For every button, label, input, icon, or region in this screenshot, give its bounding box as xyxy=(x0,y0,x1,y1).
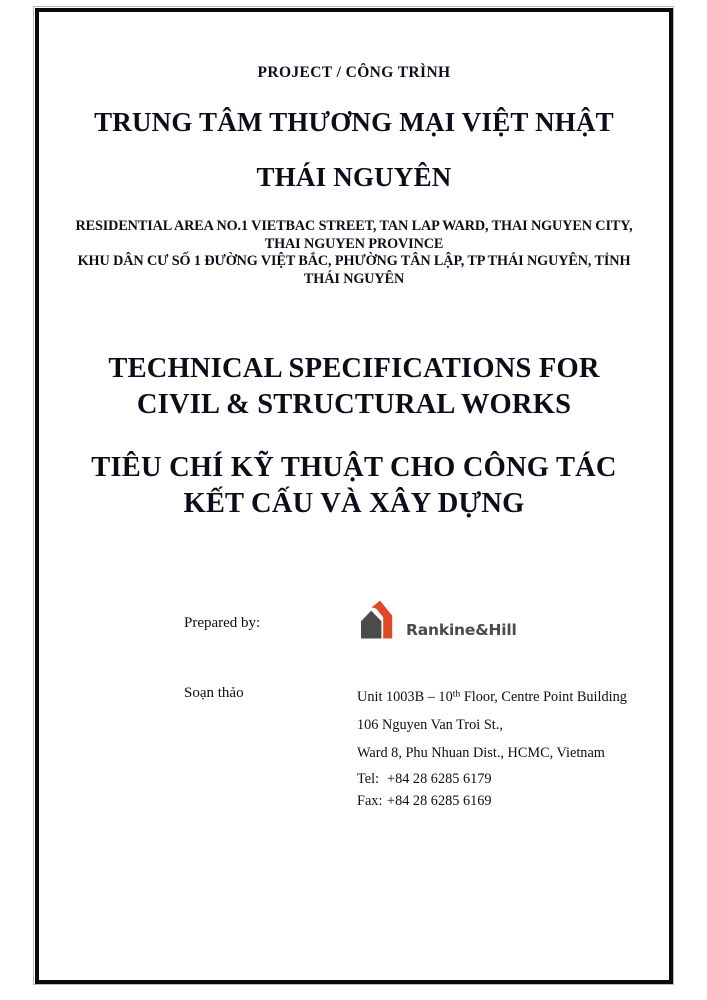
document-title-english-line-2: CIVIL & STRUCTURAL WORKS xyxy=(136,389,572,421)
project-address-line-4: THÁI NGUYÊN xyxy=(303,270,405,287)
company-address-line-2: 106 Nguyen Van Troi St., xyxy=(357,717,503,734)
company-address-line-3: Ward 8, Phu Nhuan Dist., HCMC, Vietnam xyxy=(357,745,605,762)
company-telephone xyxy=(357,768,627,790)
project-address-line-1: RESIDENTIAL AREA NO.1 VIETBAC STREET, TAN LAP WARD, THAI NGUYEN CITY, xyxy=(75,218,633,235)
prepared-by-label: Prepared by: xyxy=(184,615,261,632)
document-title-vietnamese-line-1: TIÊU CHÍ KỸ THUẬT CHO CÔNG TÁC xyxy=(91,451,617,483)
company-fax xyxy=(357,790,627,812)
telephone-label: Tel: xyxy=(357,771,380,788)
project-name-line-2: THÁI NGUYÊN xyxy=(256,162,452,193)
company-name-wordmark: Rankine&Hill xyxy=(406,620,517,639)
prepared-by-label-vietnamese: Soạn thảo xyxy=(184,685,244,702)
company-address-line-1-ordinal: th xyxy=(452,689,461,701)
project-address-line-3: KHU DÂN CƯ SỐ 1 ĐƯỜNG VIỆT BẮC, PHƯỜNG TÂN LẬP, TP THÁI NGUYÊN, TỈNH xyxy=(77,253,631,270)
document-title-vietnamese-line-2: KẾT CẤU VÀ XÂY DỰNG xyxy=(183,487,525,519)
cover-page-content xyxy=(39,12,669,980)
document-title-vietnamese xyxy=(39,450,669,523)
telephone-value: +84 28 6285 6179 xyxy=(387,771,492,788)
project-name-line-1: TRUNG TÂM THƯƠNG MẠI VIỆT NHẬT xyxy=(94,107,614,138)
project-address-line-2: THAI NGUYEN PROVINCE xyxy=(264,235,444,252)
document-title-english xyxy=(39,351,669,424)
project-label: PROJECT / CÔNG TRÌNH xyxy=(257,64,451,81)
company-logo xyxy=(357,600,517,649)
prepared-by-row xyxy=(39,614,669,666)
document-title-english-line-1: TECHNICAL SPECIFICATIONS FOR xyxy=(108,352,600,384)
company-address-block xyxy=(357,684,627,812)
company-address-line-1-prefix: Unit 1003B – 10 xyxy=(357,689,453,706)
fax-value: +84 28 6285 6169 xyxy=(387,793,492,810)
company-address-line-1 xyxy=(357,684,627,712)
company-address-line-1-suffix: Floor, Centre Point Building xyxy=(460,689,627,706)
fax-label: Fax: xyxy=(357,793,383,810)
project-address-block xyxy=(39,218,669,288)
house-logo-icon xyxy=(357,600,403,649)
